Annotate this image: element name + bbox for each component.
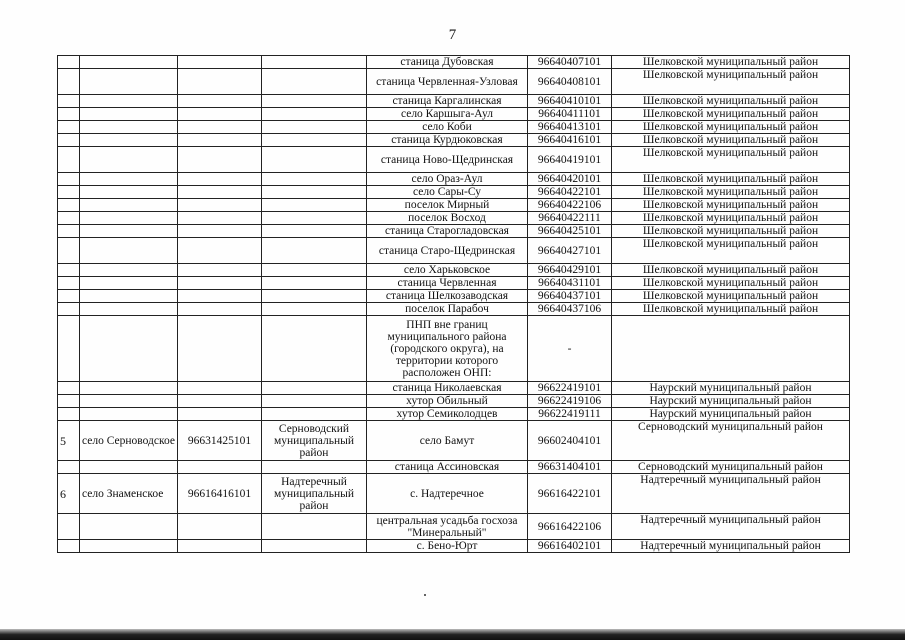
cell-code: 96640410101 xyxy=(528,95,612,108)
cell-settlement: станица Старогладовская xyxy=(367,225,528,238)
cell-settlement: село Ораз-Аул xyxy=(367,173,528,186)
table-row xyxy=(58,134,850,147)
cell-code: 96640437106 xyxy=(528,303,612,316)
cell-oktmo xyxy=(178,199,262,212)
cell-district xyxy=(262,264,367,277)
cell-settlement: станица Ассиновская xyxy=(367,461,528,474)
cell-settlement: станица Шелкозаводская xyxy=(367,290,528,303)
cell-district xyxy=(262,121,367,134)
cell-district xyxy=(262,186,367,199)
cell-district xyxy=(262,540,367,553)
cell-municipality xyxy=(80,69,178,95)
cell-region: Наурский муниципальный район xyxy=(612,395,850,408)
cell-municipality xyxy=(80,290,178,303)
cell-code: 96640413101 xyxy=(528,121,612,134)
cell-district xyxy=(262,173,367,186)
cell-settlement: станица Старо-Щедринская xyxy=(367,238,528,264)
cell-region: Наурский муниципальный район xyxy=(612,408,850,421)
cell-settlement: станица Червленная-Узловая xyxy=(367,69,528,95)
cell-region xyxy=(612,316,850,382)
cell-code: 96640427101 xyxy=(528,238,612,264)
cell-district xyxy=(262,277,367,290)
cell-settlement: хутор Семиколодцев xyxy=(367,408,528,421)
cell-idx: 6 xyxy=(58,474,80,514)
cell-code: 96640425101 xyxy=(528,225,612,238)
cell-code: 96616402101 xyxy=(528,540,612,553)
cell-district xyxy=(262,303,367,316)
cell-district: Серноводский муниципальный район xyxy=(262,421,367,461)
table-row xyxy=(58,514,850,540)
cell-region: Надтеречный муниципальный район xyxy=(612,474,850,514)
cell-idx xyxy=(58,56,80,69)
cell-settlement: станица Каргалинская xyxy=(367,95,528,108)
cell-code: 96640422106 xyxy=(528,199,612,212)
cell-code: 96640419101 xyxy=(528,147,612,173)
cell-idx xyxy=(58,199,80,212)
scan-edge xyxy=(0,629,905,640)
table-row xyxy=(58,199,850,212)
cell-municipality xyxy=(80,264,178,277)
cell-district xyxy=(262,95,367,108)
cell-settlement: село Харьковское xyxy=(367,264,528,277)
cell-oktmo: 96631425101 xyxy=(178,421,262,461)
cell-idx xyxy=(58,514,80,540)
cell-municipality xyxy=(80,225,178,238)
cell-oktmo xyxy=(178,408,262,421)
cell-district xyxy=(262,147,367,173)
cell-oktmo xyxy=(178,264,262,277)
cell-municipality xyxy=(80,108,178,121)
cell-district xyxy=(262,108,367,121)
cell-idx xyxy=(58,316,80,382)
cell-region: Шелковской муниципальный район xyxy=(612,199,850,212)
cell-idx: 5 xyxy=(58,421,80,461)
cell-code: 96640416101 xyxy=(528,134,612,147)
cell-district xyxy=(262,56,367,69)
cell-municipality xyxy=(80,277,178,290)
cell-code: 96622419106 xyxy=(528,395,612,408)
cell-idx xyxy=(58,382,80,395)
cell-region: Надтеречный муниципальный район xyxy=(612,540,850,553)
cell-region: Шелковской муниципальный район xyxy=(612,95,850,108)
cell-settlement: с. Бено-Юрт xyxy=(367,540,528,553)
cell-code: 96631404101 xyxy=(528,461,612,474)
cell-oktmo xyxy=(178,225,262,238)
table-row xyxy=(58,225,850,238)
cell-settlement: село Сары-Су xyxy=(367,186,528,199)
cell-idx xyxy=(58,212,80,225)
cell-municipality xyxy=(80,121,178,134)
cell-district xyxy=(262,382,367,395)
cell-region: Шелковской муниципальный район xyxy=(612,56,850,69)
cell-region: Шелковской муниципальный район xyxy=(612,186,850,199)
cell-code: 96640429101 xyxy=(528,264,612,277)
cell-oktmo xyxy=(178,173,262,186)
cell-region: Шелковской муниципальный район xyxy=(612,147,850,173)
cell-oktmo xyxy=(178,121,262,134)
cell-municipality xyxy=(80,173,178,186)
cell-municipality xyxy=(80,95,178,108)
cell-region: Шелковской муниципальный район xyxy=(612,108,850,121)
cell-idx xyxy=(58,186,80,199)
cell-municipality xyxy=(80,461,178,474)
cell-settlement: поселок Парабоч xyxy=(367,303,528,316)
cell-oktmo xyxy=(178,461,262,474)
cell-settlement: село Каршыга-Аул xyxy=(367,108,528,121)
cell-region: Шелковской муниципальный район xyxy=(612,303,850,316)
table-row xyxy=(58,474,850,514)
cell-oktmo xyxy=(178,540,262,553)
table-row xyxy=(58,56,850,69)
cell-region: Серноводский муниципальный район xyxy=(612,421,850,461)
cell-oktmo xyxy=(178,69,262,95)
cell-district xyxy=(262,212,367,225)
cell-oktmo xyxy=(178,134,262,147)
cell-region: Шелковской муниципальный район xyxy=(612,121,850,134)
table-row xyxy=(58,238,850,264)
cell-code: 96640411101 xyxy=(528,108,612,121)
cell-idx xyxy=(58,540,80,553)
table-row xyxy=(58,382,850,395)
cell-idx xyxy=(58,277,80,290)
cell-idx xyxy=(58,69,80,95)
cell-idx xyxy=(58,395,80,408)
cell-region: Шелковской муниципальный район xyxy=(612,238,850,264)
cell-settlement: станица Курдюковская xyxy=(367,134,528,147)
cell-municipality xyxy=(80,316,178,382)
cell-municipality xyxy=(80,540,178,553)
table-row xyxy=(58,540,850,553)
cell-code: 96616422101 xyxy=(528,474,612,514)
cell-idx xyxy=(58,303,80,316)
cell-oktmo xyxy=(178,147,262,173)
cell-region: Наурский муниципальный район xyxy=(612,382,850,395)
cell-code: 96622419101 xyxy=(528,382,612,395)
cell-settlement: село Коби xyxy=(367,121,528,134)
cell-oktmo xyxy=(178,95,262,108)
table-row xyxy=(58,421,850,461)
cell-municipality: село Знаменское xyxy=(80,474,178,514)
cell-oktmo xyxy=(178,382,262,395)
cell-region: Серноводский муниципальный район xyxy=(612,461,850,474)
table-row xyxy=(58,69,850,95)
cell-oktmo xyxy=(178,395,262,408)
table-row xyxy=(58,95,850,108)
cell-code: 96616422106 xyxy=(528,514,612,540)
cell-oktmo xyxy=(178,290,262,303)
cell-idx xyxy=(58,461,80,474)
table-row xyxy=(58,212,850,225)
table-row xyxy=(58,408,850,421)
cell-settlement: станица Николаевская xyxy=(367,382,528,395)
cell-municipality xyxy=(80,199,178,212)
cell-settlement: поселок Восход xyxy=(367,212,528,225)
cell-district xyxy=(262,514,367,540)
table-row xyxy=(58,461,850,474)
table-row xyxy=(58,290,850,303)
cell-district xyxy=(262,461,367,474)
cell-idx xyxy=(58,408,80,421)
settlements-table xyxy=(57,55,850,553)
cell-region: Шелковской муниципальный район xyxy=(612,264,850,277)
cell-district: Надтеречный муниципальный район xyxy=(262,474,367,514)
table-row xyxy=(58,108,850,121)
cell-idx xyxy=(58,95,80,108)
cell-municipality xyxy=(80,408,178,421)
cell-code: - xyxy=(528,316,612,382)
cell-settlement: поселок Мирный xyxy=(367,199,528,212)
cell-settlement: станица Ново-Щедринская xyxy=(367,147,528,173)
cell-district xyxy=(262,238,367,264)
cell-region: Шелковской муниципальный район xyxy=(612,290,850,303)
cell-code: 96640437101 xyxy=(528,290,612,303)
cell-oktmo xyxy=(178,316,262,382)
cell-code: 96640408101 xyxy=(528,69,612,95)
cell-oktmo xyxy=(178,212,262,225)
table-row xyxy=(58,147,850,173)
cell-oktmo xyxy=(178,108,262,121)
cell-oktmo xyxy=(178,56,262,69)
cell-idx xyxy=(58,173,80,186)
cell-region: Шелковской муниципальный район xyxy=(612,277,850,290)
cell-region: Надтеречный муниципальный район xyxy=(612,514,850,540)
cell-idx xyxy=(58,134,80,147)
cell-district xyxy=(262,199,367,212)
cell-municipality xyxy=(80,56,178,69)
cell-region: Шелковской муниципальный район xyxy=(612,134,850,147)
cell-settlement: станица Дубовская xyxy=(367,56,528,69)
cell-district xyxy=(262,69,367,95)
cell-code: 96622419111 xyxy=(528,408,612,421)
cell-oktmo xyxy=(178,277,262,290)
cell-settlement: село Бамут xyxy=(367,421,528,461)
table-row xyxy=(58,277,850,290)
cell-settlement: станица Червленная xyxy=(367,277,528,290)
cell-municipality xyxy=(80,303,178,316)
cell-district xyxy=(262,408,367,421)
cell-code: 96640431101 xyxy=(528,277,612,290)
cell-oktmo xyxy=(178,303,262,316)
cell-oktmo xyxy=(178,186,262,199)
cell-region: Шелковской муниципальный район xyxy=(612,225,850,238)
cell-code: 96640407101 xyxy=(528,56,612,69)
cell-municipality xyxy=(80,395,178,408)
cell-municipality xyxy=(80,186,178,199)
cell-municipality xyxy=(80,514,178,540)
cell-idx xyxy=(58,290,80,303)
cell-region: Шелковской муниципальный район xyxy=(612,173,850,186)
cell-oktmo: 96616416101 xyxy=(178,474,262,514)
cell-idx xyxy=(58,264,80,277)
cell-settlement: с. Надтеречное xyxy=(367,474,528,514)
stray-mark xyxy=(424,594,426,596)
cell-oktmo xyxy=(178,514,262,540)
cell-municipality xyxy=(80,212,178,225)
cell-municipality: село Серноводское xyxy=(80,421,178,461)
cell-settlement: центральная усадьба госхоза "Минеральный" xyxy=(367,514,528,540)
cell-oktmo xyxy=(178,238,262,264)
cell-idx xyxy=(58,108,80,121)
cell-idx xyxy=(58,238,80,264)
cell-code: 96640422101 xyxy=(528,186,612,199)
cell-code: 96602404101 xyxy=(528,421,612,461)
table-row xyxy=(58,316,850,382)
cell-district xyxy=(262,134,367,147)
cell-district xyxy=(262,316,367,382)
cell-code: 96640422111 xyxy=(528,212,612,225)
cell-code: 96640420101 xyxy=(528,173,612,186)
cell-district xyxy=(262,290,367,303)
cell-idx xyxy=(58,147,80,173)
cell-settlement: ПНП вне границ муниципального района (городского округа), на территории которого расположен ОНП: xyxy=(367,316,528,382)
cell-district xyxy=(262,225,367,238)
table-row xyxy=(58,121,850,134)
table-row xyxy=(58,395,850,408)
cell-region: Шелковской муниципальный район xyxy=(612,69,850,95)
cell-municipality xyxy=(80,238,178,264)
page-number: 7 xyxy=(448,27,457,43)
table-row xyxy=(58,264,850,277)
table-row xyxy=(58,303,850,316)
cell-idx xyxy=(58,121,80,134)
table-row xyxy=(58,173,850,186)
cell-municipality xyxy=(80,382,178,395)
cell-municipality xyxy=(80,147,178,173)
cell-settlement: хутор Обильный xyxy=(367,395,528,408)
cell-district xyxy=(262,395,367,408)
cell-region: Шелковской муниципальный район xyxy=(612,212,850,225)
cell-idx xyxy=(58,225,80,238)
table-row xyxy=(58,186,850,199)
cell-municipality xyxy=(80,134,178,147)
